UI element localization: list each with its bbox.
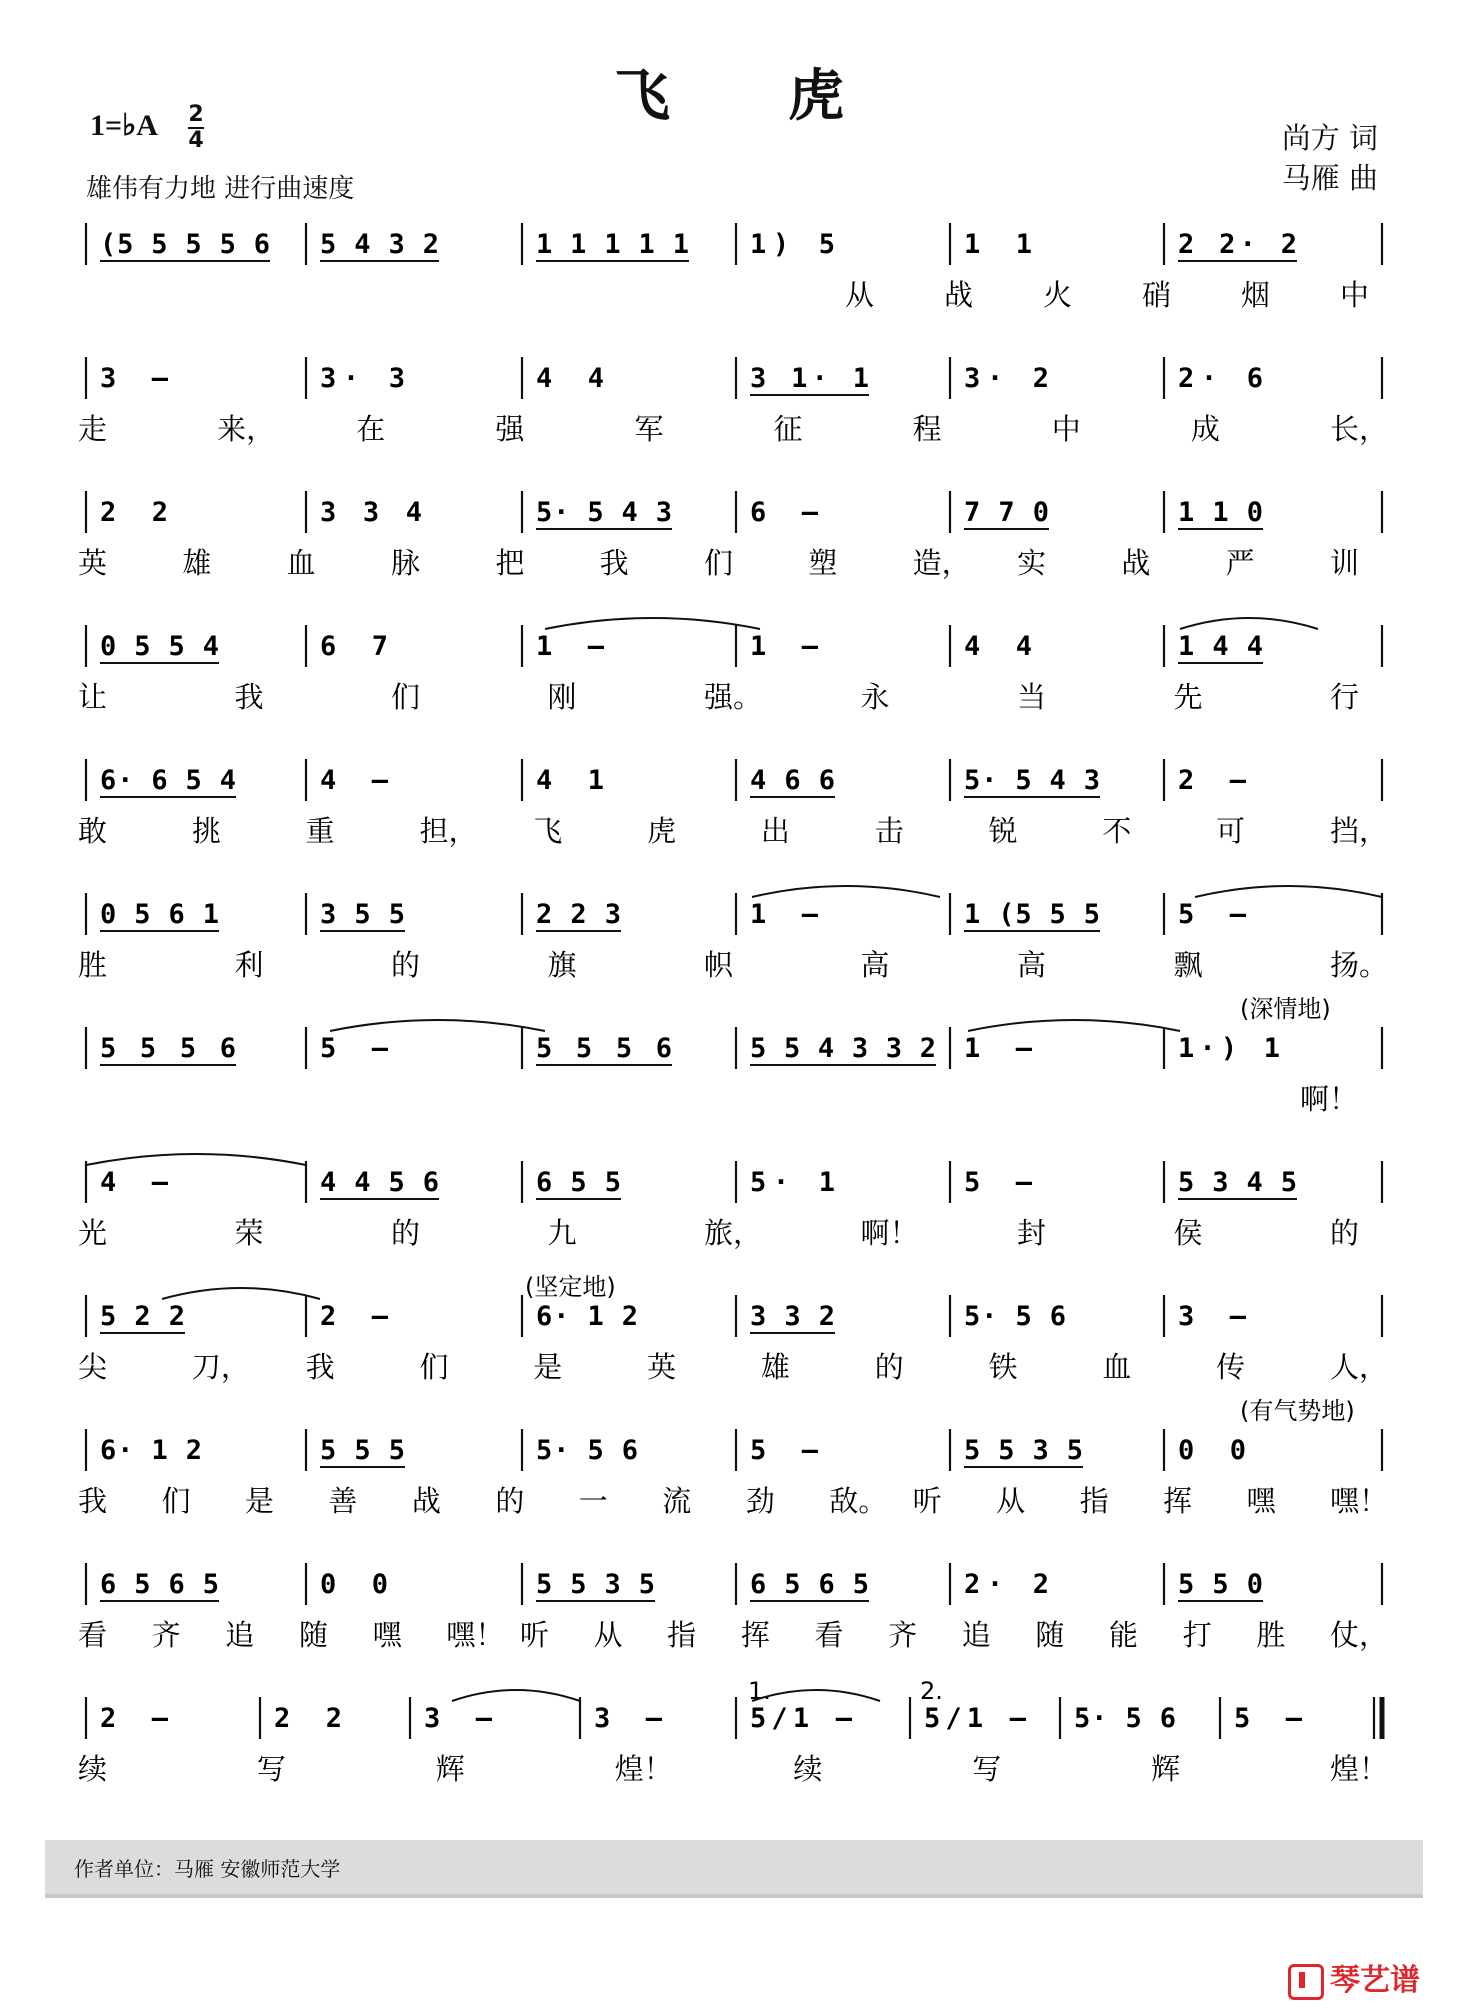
lyric-word: 的 <box>874 1350 904 1384</box>
logo-text: 琴艺谱 <box>1330 1963 1420 1998</box>
measure-notes: 5 – <box>1234 1703 1302 1734</box>
measure-notes: 5· 5 4 3 <box>536 497 672 528</box>
measure-notes: 5· 5 6 <box>964 1301 1066 1332</box>
tie-arc <box>545 618 760 629</box>
lyric-word: 听 <box>519 1618 549 1652</box>
lyric-word: 出 <box>760 814 790 848</box>
composer-credit: 马雁 曲 <box>1281 161 1378 195</box>
lyric-word: 写 <box>972 1752 1002 1786</box>
lyric-word: 程 <box>912 412 942 446</box>
lyric-word: 嘿！ <box>446 1618 505 1652</box>
lyric-word: 仗， <box>1330 1618 1389 1652</box>
lyric-word: 帜 <box>704 948 734 982</box>
footer-shadow <box>45 1894 1423 1898</box>
lyric-word: 挥 <box>1163 1484 1193 1518</box>
lyric-word: 挡， <box>1330 814 1389 848</box>
measure-notes: 4 4 5 6 <box>320 1167 439 1198</box>
lyric-word: 看 <box>78 1618 108 1652</box>
lyric-word: 训 <box>1330 546 1360 580</box>
measure-notes: 1 1 1 1 1 <box>536 229 689 260</box>
lyric-word: 嘿！ <box>1330 1484 1389 1518</box>
measure-notes: 2 – <box>320 1301 388 1332</box>
lyric-word: 利 <box>234 948 264 982</box>
tie-arc <box>752 886 940 897</box>
measure-notes: 3 1· 1 <box>750 363 869 394</box>
tie-arc <box>752 1690 880 1701</box>
lyric-word: 可 <box>1216 814 1246 848</box>
lyric-word: 能 <box>1109 1618 1139 1652</box>
measure-notes: 5 5 0 <box>1178 1569 1263 1600</box>
measure-notes: 5 – <box>750 1435 818 1466</box>
tempo-marking: 雄伟有力地 进行曲速度 <box>86 174 355 204</box>
measure-notes: 5 3 4 5 <box>1178 1167 1297 1198</box>
measure-notes: 0 0 <box>1178 1435 1246 1466</box>
lyric-word: 劲 <box>745 1484 775 1518</box>
measure-notes: 3 – <box>594 1703 662 1734</box>
measure-notes: 5 5 5 6 <box>536 1033 672 1064</box>
measure-notes: 6 5 6 5 <box>100 1569 219 1600</box>
lyric-word: 追 <box>961 1618 991 1652</box>
lyric-word: 挥 <box>740 1618 770 1652</box>
lyric-word: 飘 <box>1173 948 1203 982</box>
measure-notes: 2· 6 <box>1178 363 1263 394</box>
lyric-word: 旗 <box>547 948 577 982</box>
measure-notes: 3 5 5 <box>320 899 405 930</box>
lyric-word: 实 <box>1017 546 1047 580</box>
measure-notes: 5 2 2 <box>100 1301 185 1332</box>
lyric-word: 在 <box>356 412 386 446</box>
measure-notes: 5· 5 6 <box>536 1435 638 1466</box>
lyric-word: 担， <box>419 814 478 848</box>
tie-arc <box>86 1154 306 1165</box>
measure-notes: 4 6 6 <box>750 765 835 796</box>
lyric-word: 挑 <box>191 814 221 848</box>
lyric-word: 我 <box>305 1350 335 1384</box>
measure-notes: 2 – <box>100 1703 168 1734</box>
lyric-word: 续 <box>793 1752 823 1786</box>
measure-notes: 6 7 <box>320 631 388 662</box>
lyric-word: 齐 <box>888 1618 918 1652</box>
lyric-word: 行 <box>1330 680 1360 714</box>
measure-notes: 1 1 0 <box>1178 497 1263 528</box>
measure-notes: 2 2· 2 <box>1178 229 1297 260</box>
lyric-word: 们 <box>704 546 734 580</box>
lyric-word: 胜 <box>78 948 108 982</box>
measure-notes: 3· 3 <box>320 363 405 394</box>
lyric-word: 指 <box>667 1618 697 1652</box>
measure-notes: 5/1 – <box>924 1703 1026 1734</box>
lyric-word: 从 <box>845 278 875 312</box>
measure-notes: 2 – <box>1178 765 1246 796</box>
measure-notes: 3· 2 <box>964 363 1049 394</box>
measure-notes: 5 5 5 <box>320 1435 405 1466</box>
measure-notes: 4 – <box>320 765 388 796</box>
measure-notes: 1 (5 5 5 <box>964 899 1100 930</box>
measure-notes: 3 3 2 <box>750 1301 835 1332</box>
lyric-word: 是 <box>244 1484 274 1518</box>
lyric-word: 煌！ <box>1330 1752 1389 1786</box>
measure-notes: 5 4 3 2 <box>320 229 439 260</box>
lyric-word: 走 <box>78 412 108 446</box>
measure-notes: 5· 5 4 3 <box>964 765 1100 796</box>
lyric-word: 血 <box>286 546 316 580</box>
tie-arc <box>162 1288 320 1299</box>
lyric-word: 传 <box>1216 1350 1246 1384</box>
lyric-word: 写 <box>256 1752 286 1786</box>
lyric-word: 高 <box>1017 948 1047 982</box>
measure-notes: 6· 6 5 4 <box>100 765 236 796</box>
measure-notes: 3 – <box>1178 1301 1246 1332</box>
time-signature-top: 2 <box>188 102 204 127</box>
lyric-word: 扬。 <box>1330 948 1389 982</box>
measure-notes: 5 5 3 5 <box>964 1435 1083 1466</box>
lyric-word: 英 <box>647 1350 677 1384</box>
measure-notes: 1) 5 <box>750 229 835 260</box>
measure-notes: 5 5 3 5 <box>536 1569 655 1600</box>
lyric-word: 辉 <box>435 1752 465 1786</box>
lyric-word: 续 <box>78 1752 108 1786</box>
measure-notes: 6· 1 2 <box>100 1435 202 1466</box>
site-logo <box>1288 1955 1420 2000</box>
measure-notes: 2 2 <box>274 1703 342 1734</box>
lyric-word: 的 <box>1330 1216 1360 1250</box>
lyric-word: 战 <box>1121 546 1151 580</box>
lyric-word: 追 <box>225 1618 255 1652</box>
expression-marking: 2. <box>920 1677 943 1705</box>
lyric-word: 我 <box>599 546 629 580</box>
lyric-word: 我 <box>234 680 264 714</box>
lyric-word: 让 <box>78 680 108 714</box>
measure-notes: 1 – <box>750 631 818 662</box>
measure-notes: 2 2 3 <box>536 899 621 930</box>
lyric-word: 旅， <box>704 1216 763 1250</box>
lyric-word: 啊！ <box>1300 1082 1359 1116</box>
lyric-word: 重 <box>305 814 335 848</box>
lyric-word: 刀， <box>191 1350 250 1384</box>
measure-notes: 1·) 1 <box>1178 1033 1280 1064</box>
tie-arc <box>1180 618 1318 629</box>
lyric-word: 当 <box>1017 680 1047 714</box>
lyric-word: 嘿 <box>1246 1484 1276 1518</box>
lyric-word: 的 <box>495 1484 525 1518</box>
measure-notes: 2· 2 <box>964 1569 1049 1600</box>
measure-notes: 5 – <box>1178 899 1246 930</box>
lyric-word: 来， <box>217 412 276 446</box>
measure-notes: 6 5 5 <box>536 1167 621 1198</box>
lyric-word: 九 <box>547 1216 577 1250</box>
measure-notes: 0 0 <box>320 1569 388 1600</box>
measure-notes: 6 – <box>750 497 818 528</box>
lyric-word: 看 <box>814 1618 844 1652</box>
lyricist-credit: 尚方 词 <box>1281 121 1378 155</box>
lyric-word: 飞 <box>533 814 563 848</box>
measure-notes: 1 – <box>536 631 604 662</box>
measure-notes: 5· 1 <box>750 1167 835 1198</box>
lyric-word: 胜 <box>1256 1618 1286 1652</box>
lyric-word: 征 <box>773 412 803 446</box>
lyric-word: 永 <box>860 680 890 714</box>
lyric-word: 火 <box>1043 278 1073 312</box>
lyric-word: 我 <box>78 1484 108 1518</box>
lyric-word: 成 <box>1190 412 1220 446</box>
lyric-word: 硝 <box>1142 278 1172 312</box>
lyric-word: 铁 <box>988 1350 1018 1384</box>
measure-notes: (5 5 5 5 6 <box>100 229 270 260</box>
measure-notes: 2 2 <box>100 497 168 528</box>
measure-notes: 4 1 <box>536 765 604 796</box>
lyric-word: 中 <box>1340 278 1370 312</box>
measure-notes: 4 – <box>100 1167 168 1198</box>
measure-notes: 1 – <box>750 899 818 930</box>
lyric-word: 血 <box>1102 1350 1132 1384</box>
lyric-word: 塑 <box>808 546 838 580</box>
lyric-word: 强。 <box>704 680 763 714</box>
measure-notes: 3 – <box>424 1703 492 1734</box>
lyric-word: 辉 <box>1151 1752 1181 1786</box>
lyric-word: 敌。 <box>829 1484 888 1518</box>
lyric-word: 随 <box>298 1618 328 1652</box>
lyric-word: 嘿 <box>372 1618 402 1652</box>
measure-notes: 0 5 5 4 <box>100 631 219 662</box>
lyric-word: 先 <box>1173 680 1203 714</box>
measure-notes: 3 3 4 <box>320 497 422 528</box>
measure-notes: 1 1 <box>964 229 1032 260</box>
lyric-word: 击 <box>874 814 904 848</box>
lyric-word: 从 <box>593 1618 623 1652</box>
measure-notes: 1 4 4 <box>1178 631 1263 662</box>
lyric-word: 封 <box>1017 1216 1047 1250</box>
lyric-word: 从 <box>996 1484 1026 1518</box>
lyric-word: 啊！ <box>860 1216 919 1250</box>
lyric-word: 高 <box>860 948 890 982</box>
tie-arc <box>968 1020 1180 1031</box>
measure-notes: 5 5 4 3 3 2 <box>750 1033 936 1064</box>
lyric-word: 严 <box>1225 546 1255 580</box>
lyric-word: 善 <box>328 1484 358 1518</box>
measure-notes: 5 – <box>320 1033 388 1064</box>
measure-notes: 7 7 0 <box>964 497 1049 528</box>
lyric-word: 把 <box>495 546 525 580</box>
lyric-word: 不 <box>1102 814 1132 848</box>
measure-notes: 6· 1 2 <box>536 1301 638 1332</box>
time-signature-bottom: 4 <box>188 128 204 153</box>
measure-notes: 3 – <box>100 363 168 394</box>
lyric-word: 们 <box>419 1350 449 1384</box>
lyric-word: 造， <box>912 546 971 580</box>
lyric-word: 长， <box>1330 412 1389 446</box>
lyric-word: 雄 <box>760 1350 790 1384</box>
tie-arc <box>452 1690 580 1701</box>
measure-notes: 1 – <box>964 1033 1032 1064</box>
footer-author-unit: 作者单位：马雁 安徽师范大学 <box>74 1857 341 1881</box>
lyric-word: 侯 <box>1173 1216 1203 1250</box>
lyric-word: 敢 <box>78 814 108 848</box>
measure-notes: 5· 5 6 <box>1074 1703 1176 1734</box>
logo-icon <box>1288 1964 1324 2000</box>
lyric-word: 荣 <box>234 1216 264 1250</box>
lyric-word: 是 <box>533 1350 563 1384</box>
lyric-word: 锐 <box>988 814 1018 848</box>
lyric-word: 打 <box>1182 1618 1212 1652</box>
measure-notes: 5 5 5 6 <box>100 1033 236 1064</box>
lyric-word: 中 <box>1051 412 1081 446</box>
lyric-word: 强 <box>495 412 525 446</box>
expression-marking: (深情地) <box>1240 995 1331 1023</box>
measure-notes: 5 – <box>964 1167 1032 1198</box>
lyric-word: 脉 <box>391 546 421 580</box>
lyric-word: 人， <box>1330 1350 1389 1384</box>
measure-notes: 5/1 – <box>750 1703 852 1734</box>
lyric-word: 的 <box>391 948 421 982</box>
measure-notes: 4 4 <box>536 363 604 394</box>
lyric-word: 战 <box>411 1484 441 1518</box>
lyric-word: 一 <box>578 1484 608 1518</box>
measure-notes: 0 5 6 1 <box>100 899 219 930</box>
lyric-word: 英 <box>78 546 108 580</box>
expression-marking: (坚定地) <box>525 1273 616 1301</box>
lyric-word: 虎 <box>647 814 677 848</box>
expression-marking: (有气势地) <box>1240 1397 1355 1425</box>
lyric-word: 战 <box>944 278 974 312</box>
tie-arc <box>330 1020 545 1031</box>
song-title: 飞 虎 <box>614 64 846 129</box>
measure-notes: 4 4 <box>964 631 1032 662</box>
lyric-word: 尖 <box>78 1350 108 1384</box>
lyric-word: 军 <box>634 412 664 446</box>
tie-arc <box>1195 886 1382 897</box>
lyric-word: 们 <box>161 1484 191 1518</box>
lyric-word: 齐 <box>151 1618 181 1652</box>
lyric-word: 的 <box>391 1216 421 1250</box>
lyric-word: 听 <box>912 1484 942 1518</box>
lyric-word: 光 <box>78 1216 108 1250</box>
lyric-word: 雄 <box>182 546 212 580</box>
lyric-word: 烟 <box>1241 278 1271 312</box>
lyric-word: 随 <box>1035 1618 1065 1652</box>
lyric-word: 刚 <box>547 680 577 714</box>
lyric-word: 们 <box>391 680 421 714</box>
lyric-word: 煌！ <box>614 1752 673 1786</box>
measure-notes: 6 5 6 5 <box>750 1569 869 1600</box>
expression-marking: 1. <box>748 1677 771 1705</box>
lyric-word: 流 <box>662 1484 692 1518</box>
lyric-word: 指 <box>1079 1484 1109 1518</box>
key-signature: 1=♭A <box>90 109 158 142</box>
